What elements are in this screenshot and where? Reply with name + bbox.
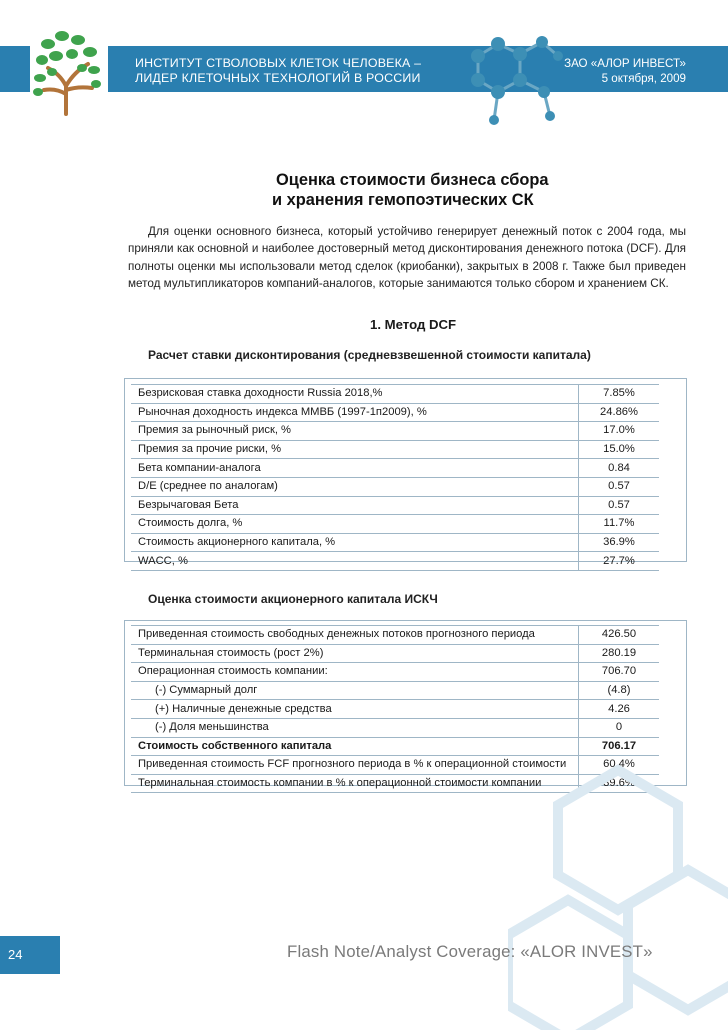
footer-text: Flash Note/Analyst Coverage: «ALOR INVEST» [287, 942, 653, 961]
table-row [131, 681, 659, 700]
header-org-line2: ЛИДЕР КЛЕТОЧНЫХ ТЕХНОЛОГИЙ В РОССИИ [135, 71, 421, 85]
row-value: 0 [579, 718, 660, 737]
row-value: 17.0% [579, 422, 660, 441]
row-label: (+) Наличные денежные средства [131, 700, 579, 719]
wacc-heading: Расчет ставки дисконтирования (средневзвешенной стоимости капитала) [148, 348, 591, 362]
header-date: 5 октября, 2009 [601, 72, 686, 85]
row-label: Приведенная стоимость FCF прогнозного периода в % к операционной стоимости [131, 756, 579, 775]
molecule-graphic [458, 16, 568, 136]
table-row [131, 533, 659, 552]
row-label: Стоимость собственного капитала [131, 737, 579, 756]
table-row [131, 515, 659, 534]
row-value: 11.7% [579, 515, 660, 534]
table-row [131, 403, 659, 422]
table-row [131, 644, 659, 663]
row-value: 706.70 [579, 663, 660, 682]
row-label: (-) Суммарный долг [131, 681, 579, 700]
row-label: WACC, % [131, 552, 579, 571]
row-value: 4.26 [579, 700, 660, 719]
row-value: 426.50 [579, 626, 660, 645]
page-title-line1: Оценка стоимости бизнеса сбора [276, 171, 549, 189]
row-label: Терминальная стоимость компании в % к операционной стоимости компании [131, 774, 579, 793]
row-label: Терминальная стоимость (рост 2%) [131, 644, 579, 663]
page-number: 24 [0, 936, 60, 974]
row-label: Стоимость акционерного капитала, % [131, 533, 579, 552]
row-value: 36.9% [579, 533, 660, 552]
intro-text: Для оценки основного бизнеса, который устойчиво генерирует денежный поток с 2004 года, мы приняли как основной и наиболее достоверный метод дисконтирования денежного потока (DCF). Для полноты оценки мы использовали метод сделок (криобанки), закрытых в 2008 г. Также был приведен метод мультипликаторов компаний-аналогов, которые занимаются только сбором и хранением СК. [128, 225, 686, 291]
row-value: 706.17 [579, 737, 660, 756]
equity-heading: Оценка стоимости акционерного капитала ИСКЧ [148, 592, 438, 606]
table-row [131, 700, 659, 719]
header-organization [135, 56, 421, 86]
table-row [131, 663, 659, 682]
table-row [131, 496, 659, 515]
table-row [131, 718, 659, 737]
row-label: Премия за прочие риски, % [131, 440, 579, 459]
header-company-info [564, 56, 686, 86]
row-value: 27.7% [579, 552, 660, 571]
row-value: (4.8) [579, 681, 660, 700]
table-row [131, 385, 659, 404]
row-value: 60.4% [579, 756, 660, 775]
table-row [131, 477, 659, 496]
row-value: 280.19 [579, 644, 660, 663]
tree-logo [30, 24, 108, 116]
page-title-line2: и хранения гемопоэтических СК [272, 191, 534, 209]
row-value: 7.85% [579, 385, 660, 404]
row-value: 0.57 [579, 477, 660, 496]
table-row [131, 422, 659, 441]
row-label: Бета компании-аналога [131, 459, 579, 478]
header-company: ЗАО «АЛОР ИНВЕСТ» [564, 57, 686, 70]
row-label: Операционная стоимость компании: [131, 663, 579, 682]
row-label: Стоимость долга, % [131, 515, 579, 534]
row-label: Безрычаговая Бета [131, 496, 579, 515]
row-value: 39.6% [579, 774, 660, 793]
section-title: 1. Метод DCF [370, 317, 457, 332]
row-label: Премия за рыночный риск, % [131, 422, 579, 441]
row-label: Безрисковая ставка доходности Russia 2018,% [131, 385, 579, 404]
row-value: 15.0% [579, 440, 660, 459]
row-value: 0.57 [579, 496, 660, 515]
row-label: Рыночная доходность индекса ММВБ (1997-1п2009), % [131, 403, 579, 422]
header-org-line1: ИНСТИТУТ СТВОЛОВЫХ КЛЕТОК ЧЕЛОВЕКА – [135, 56, 422, 70]
row-label: D/E (среднее по аналогам) [131, 477, 579, 496]
table-row [131, 626, 659, 645]
page-title [272, 170, 549, 210]
row-value: 0.84 [579, 459, 660, 478]
intro-paragraph [128, 223, 686, 293]
hexagon-pattern-graphic [508, 750, 728, 1030]
table-row [131, 459, 659, 478]
table-row [131, 552, 659, 571]
wacc-table [131, 384, 659, 571]
table-row [131, 440, 659, 459]
row-label: (-) Доля меньшинства [131, 718, 579, 737]
row-label: Приведенная стоимость свободных денежных потоков прогнозного периода [131, 626, 579, 645]
row-value: 24.86% [579, 403, 660, 422]
